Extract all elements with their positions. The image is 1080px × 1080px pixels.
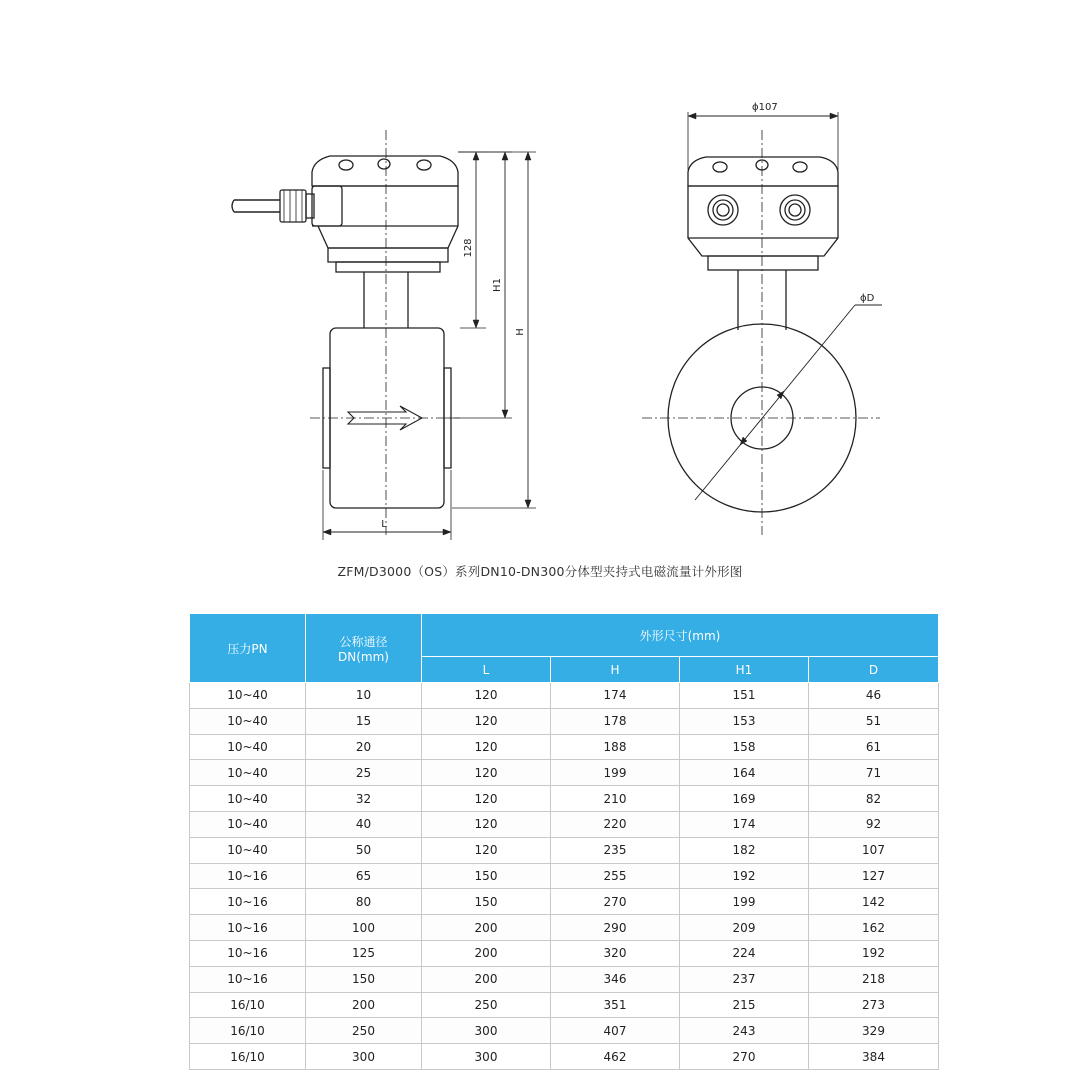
table-row	[190, 683, 939, 709]
header-pressure: 压力PN	[190, 614, 306, 683]
cell-h1: 169	[680, 786, 809, 812]
cell-nominal-diameter: 15	[306, 708, 422, 734]
cell-l: 200	[422, 966, 551, 992]
cell-h1: 158	[680, 734, 809, 760]
cell-h1: 164	[680, 760, 809, 786]
dim-128: 128	[463, 238, 474, 258]
header-nominal-diameter	[306, 614, 422, 683]
cell-l: 300	[422, 1044, 551, 1070]
table-row	[190, 966, 939, 992]
cell-h: 346	[551, 966, 680, 992]
dimension-table-body	[190, 683, 939, 1070]
cell-h: 210	[551, 786, 680, 812]
cell-h1: 153	[680, 708, 809, 734]
cell-h: 290	[551, 915, 680, 941]
table-row	[190, 992, 939, 1018]
cell-h: 199	[551, 760, 680, 786]
cell-nominal-diameter: 32	[306, 786, 422, 812]
cell-d: 61	[809, 734, 939, 760]
table-row	[190, 1044, 939, 1070]
cell-l: 150	[422, 889, 551, 915]
cell-pressure: 10~16	[190, 966, 306, 992]
header-dimensions-group: 外形尺寸(mm)	[422, 614, 939, 657]
cell-h: 220	[551, 811, 680, 837]
cell-l: 250	[422, 992, 551, 1018]
cell-l: 120	[422, 837, 551, 863]
cell-h: 320	[551, 940, 680, 966]
cell-h: 235	[551, 837, 680, 863]
cell-d: 127	[809, 863, 939, 889]
header-d: D	[809, 657, 939, 683]
cell-pressure: 16/10	[190, 1018, 306, 1044]
table-row	[190, 786, 939, 812]
cell-h1: 199	[680, 889, 809, 915]
cell-pressure: 16/10	[190, 992, 306, 1018]
table-row	[190, 837, 939, 863]
cell-pressure: 10~40	[190, 734, 306, 760]
dim-l: L	[381, 519, 387, 530]
cell-h: 255	[551, 863, 680, 889]
cell-nominal-diameter: 65	[306, 863, 422, 889]
table-row	[190, 863, 939, 889]
cell-pressure: 10~40	[190, 683, 306, 709]
cell-nominal-diameter: 300	[306, 1044, 422, 1070]
cell-h1: 182	[680, 837, 809, 863]
cell-h1: 224	[680, 940, 809, 966]
cell-nominal-diameter: 25	[306, 760, 422, 786]
cell-l: 120	[422, 734, 551, 760]
drawing-caption: ZFM/D3000（OS）系列DN10-DN300分体型夹持式电磁流量计外形图	[337, 564, 743, 579]
header-h1: H1	[680, 657, 809, 683]
dimension-table	[189, 613, 939, 1070]
cell-h: 178	[551, 708, 680, 734]
cell-h: 407	[551, 1018, 680, 1044]
table-row	[190, 1018, 939, 1044]
cell-nominal-diameter: 150	[306, 966, 422, 992]
cell-d: 218	[809, 966, 939, 992]
cell-d: 329	[809, 1018, 939, 1044]
cell-d: 162	[809, 915, 939, 941]
cell-h1: 215	[680, 992, 809, 1018]
cell-h: 462	[551, 1044, 680, 1070]
cell-h1: 270	[680, 1044, 809, 1070]
cell-d: 92	[809, 811, 939, 837]
end-view	[642, 112, 882, 535]
cell-nominal-diameter: 20	[306, 734, 422, 760]
cell-h1: 243	[680, 1018, 809, 1044]
cell-d: 142	[809, 889, 939, 915]
cell-pressure: 10~40	[190, 760, 306, 786]
cell-h: 188	[551, 734, 680, 760]
dim-phi107: ϕ107	[752, 102, 778, 113]
cell-pressure: 10~40	[190, 837, 306, 863]
cell-l: 300	[422, 1018, 551, 1044]
cell-l: 120	[422, 683, 551, 709]
cell-l: 200	[422, 915, 551, 941]
cell-pressure: 10~40	[190, 786, 306, 812]
cell-l: 120	[422, 708, 551, 734]
dimension-table-wrapper	[189, 613, 938, 1070]
cell-nominal-diameter: 40	[306, 811, 422, 837]
cell-h1: 174	[680, 811, 809, 837]
cell-h1: 237	[680, 966, 809, 992]
table-row	[190, 734, 939, 760]
table-row	[190, 915, 939, 941]
dim-h1: H1	[492, 278, 503, 292]
dim-h: H	[515, 328, 526, 336]
cell-pressure: 10~16	[190, 915, 306, 941]
cell-d: 384	[809, 1044, 939, 1070]
cell-h1: 209	[680, 915, 809, 941]
cell-l: 200	[422, 940, 551, 966]
cell-nominal-diameter: 250	[306, 1018, 422, 1044]
cell-pressure: 10~40	[190, 708, 306, 734]
header-nominal-line2: DN(mm)	[338, 649, 389, 664]
cell-d: 51	[809, 708, 939, 734]
table-row	[190, 889, 939, 915]
header-nominal-line1: 公称通径	[339, 634, 388, 649]
cell-l: 120	[422, 760, 551, 786]
cell-l: 120	[422, 786, 551, 812]
header-l: L	[422, 657, 551, 683]
cell-h: 174	[551, 683, 680, 709]
cell-h: 270	[551, 889, 680, 915]
cell-d: 192	[809, 940, 939, 966]
cell-pressure: 10~40	[190, 811, 306, 837]
table-row	[190, 708, 939, 734]
cell-l: 120	[422, 811, 551, 837]
cell-d: 71	[809, 760, 939, 786]
cell-pressure: 10~16	[190, 889, 306, 915]
cell-d: 82	[809, 786, 939, 812]
cell-nominal-diameter: 100	[306, 915, 422, 941]
cell-pressure: 10~16	[190, 863, 306, 889]
cell-h1: 151	[680, 683, 809, 709]
cell-d: 46	[809, 683, 939, 709]
cell-nominal-diameter: 10	[306, 683, 422, 709]
header-h: H	[551, 657, 680, 683]
cell-h: 351	[551, 992, 680, 1018]
table-row	[190, 940, 939, 966]
cell-l: 150	[422, 863, 551, 889]
cell-nominal-diameter: 200	[306, 992, 422, 1018]
cell-pressure: 10~16	[190, 940, 306, 966]
dim-phiD: ϕD	[860, 293, 875, 304]
table-row	[190, 760, 939, 786]
cell-nominal-diameter: 125	[306, 940, 422, 966]
cell-h1: 192	[680, 863, 809, 889]
table-row	[190, 811, 939, 837]
cell-nominal-diameter: 80	[306, 889, 422, 915]
side-view	[232, 130, 536, 540]
cell-d: 107	[809, 837, 939, 863]
cell-pressure: 16/10	[190, 1044, 306, 1070]
cell-nominal-diameter: 50	[306, 837, 422, 863]
cell-d: 273	[809, 992, 939, 1018]
